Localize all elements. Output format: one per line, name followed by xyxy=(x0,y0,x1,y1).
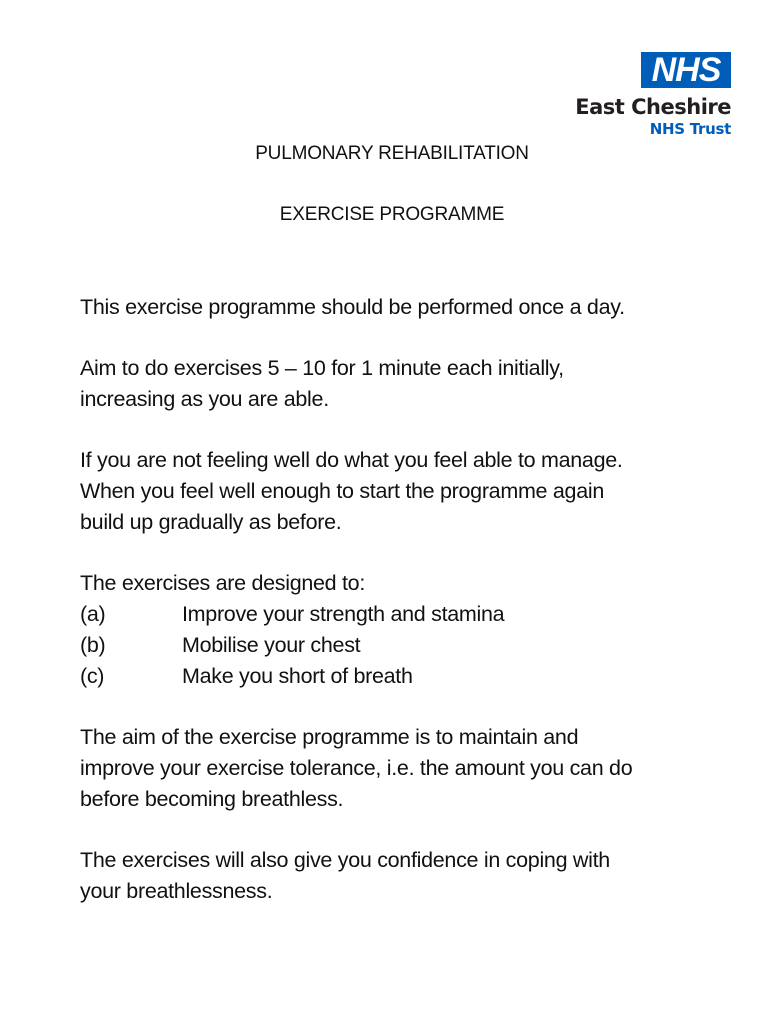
list-item xyxy=(80,661,740,692)
paragraph-text: This exercise programme should be performed once a day. xyxy=(80,295,625,319)
nhs-logo-mark: NHS xyxy=(641,52,731,88)
list-marker: (a) xyxy=(80,602,106,626)
paragraph-frequency xyxy=(80,292,740,323)
paragraph-confidence xyxy=(80,845,740,907)
paragraph-line: If you are not feeling well do what you feel able to manage. xyxy=(80,448,623,472)
paragraph-line: Aim to do exercises 5 – 10 for 1 minute each initially, xyxy=(80,356,564,380)
list-intro: The exercises are designed to: xyxy=(80,571,365,595)
paragraph-aim-duration xyxy=(80,353,740,415)
list-item xyxy=(80,599,740,630)
document-body xyxy=(80,292,740,937)
trust-name: East Cheshire xyxy=(575,95,731,119)
list-item xyxy=(80,630,740,661)
paragraph-line: before becoming breathless. xyxy=(80,787,344,811)
exercise-goals-list xyxy=(80,599,740,692)
paragraph-line: improve your exercise tolerance, i.e. the amount you can do xyxy=(80,756,633,780)
document-title: PULMONARY REHABILITATION xyxy=(255,143,529,164)
paragraph-programme-aim xyxy=(80,722,740,815)
list-item-text: Make you short of breath xyxy=(182,664,413,688)
document-subtitle: EXERCISE PROGRAMME xyxy=(279,204,505,225)
paragraph-line: build up gradually as before. xyxy=(80,510,342,534)
nhs-trust-logo xyxy=(561,52,731,138)
paragraph-line: your breathlessness. xyxy=(80,879,273,903)
paragraph-not-feeling-well xyxy=(80,445,740,538)
exercise-goals-section xyxy=(80,568,740,692)
trust-subtitle: NHS Trust xyxy=(649,120,731,138)
paragraph-line: When you feel well enough to start the programme again xyxy=(80,479,604,503)
paragraph-line: The exercises will also give you confidence in coping with xyxy=(80,848,610,872)
list-item-text: Mobilise your chest xyxy=(182,633,361,657)
list-item-text: Improve your strength and stamina xyxy=(182,602,505,626)
paragraph-line: increasing as you are able. xyxy=(80,387,329,411)
list-marker: (b) xyxy=(80,633,106,657)
paragraph-line: The aim of the exercise programme is to maintain and xyxy=(80,725,579,749)
list-marker: (c) xyxy=(80,664,105,688)
